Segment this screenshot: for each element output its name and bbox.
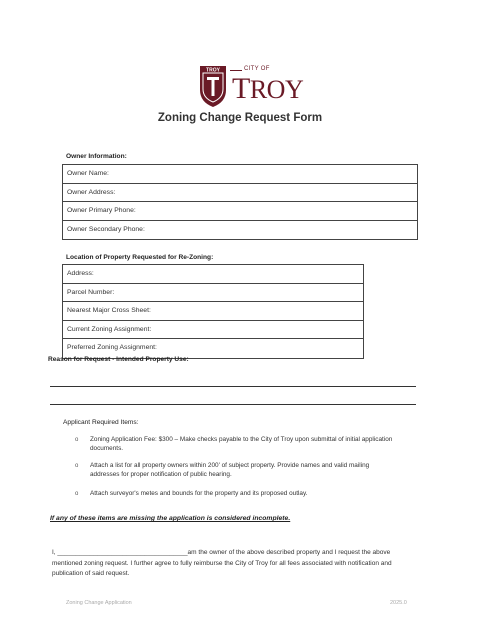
footer-left: Zoning Change Application	[66, 600, 132, 606]
parcel-number-field[interactable]: Parcel Number:	[63, 284, 363, 303]
bullet-icon: o	[75, 437, 79, 443]
required-item	[63, 462, 403, 480]
reason-label: Reason for Request - Intended Property Use:	[48, 356, 189, 363]
reason-line-2[interactable]	[50, 404, 416, 405]
bullet-icon: o	[75, 463, 79, 469]
bullet-icon: o	[75, 491, 79, 497]
reason-line-1[interactable]	[50, 386, 416, 387]
owner-address-field[interactable]: Owner Address:	[63, 184, 417, 203]
owner-name-field[interactable]: Owner Name:	[63, 165, 417, 184]
troy-shield-icon	[198, 64, 228, 108]
incomplete-warning: If any of these items are missing the application is considered incomplete.	[50, 515, 291, 522]
owner-secondary-phone-field[interactable]: Owner Secondary Phone:	[67, 225, 145, 233]
owner-primary-phone-field[interactable]: Owner Primary Phone:	[63, 202, 417, 221]
required-item	[63, 490, 403, 500]
property-location-label: Location of Property Requested for Re-Zoning:	[66, 254, 214, 261]
owner-info-table	[62, 164, 418, 240]
property-location-table	[62, 264, 364, 359]
cross-street-field[interactable]: Nearest Major Cross Sheet:	[63, 302, 363, 321]
required-items-label: Applicant Required Items:	[63, 419, 139, 426]
required-item	[63, 436, 403, 454]
required-item-text: Attach surveyor's metes and bounds for the property and its proposed outlay.	[90, 490, 308, 497]
owner-info-label: Owner Information:	[66, 153, 127, 160]
required-item-text: Attach a list for all property owners within 200' of subject property. Provide names and valid mailing addresses for proper notification of public hearing.	[90, 462, 370, 478]
current-zoning-field[interactable]: Current Zoning Assignment:	[63, 321, 363, 340]
footer-right: 2025.0	[390, 600, 407, 606]
preferred-zoning-field[interactable]: Preferred Zoning Assignment:	[67, 344, 157, 351]
property-address-field[interactable]: Address:	[63, 265, 363, 284]
troy-wordmark: TROY	[232, 72, 304, 105]
page-title: Zoning Change Request Form	[157, 112, 323, 124]
shield-text: TROY	[206, 67, 220, 74]
owner-statement: I, ____________________________________am the owner of the above described property and I request the above mentioned zoning request. I further agree to fully reimburse the City of Troy for all fees associated with notification and publication of said request.	[52, 549, 392, 577]
city-of-text: CITY OF	[244, 66, 270, 72]
required-item-text: Zoning Application Fee: $300 – Make checks payable to the City of Troy upon submittal of initial application documents.	[90, 436, 393, 452]
city-of-troy-logo	[198, 64, 304, 108]
